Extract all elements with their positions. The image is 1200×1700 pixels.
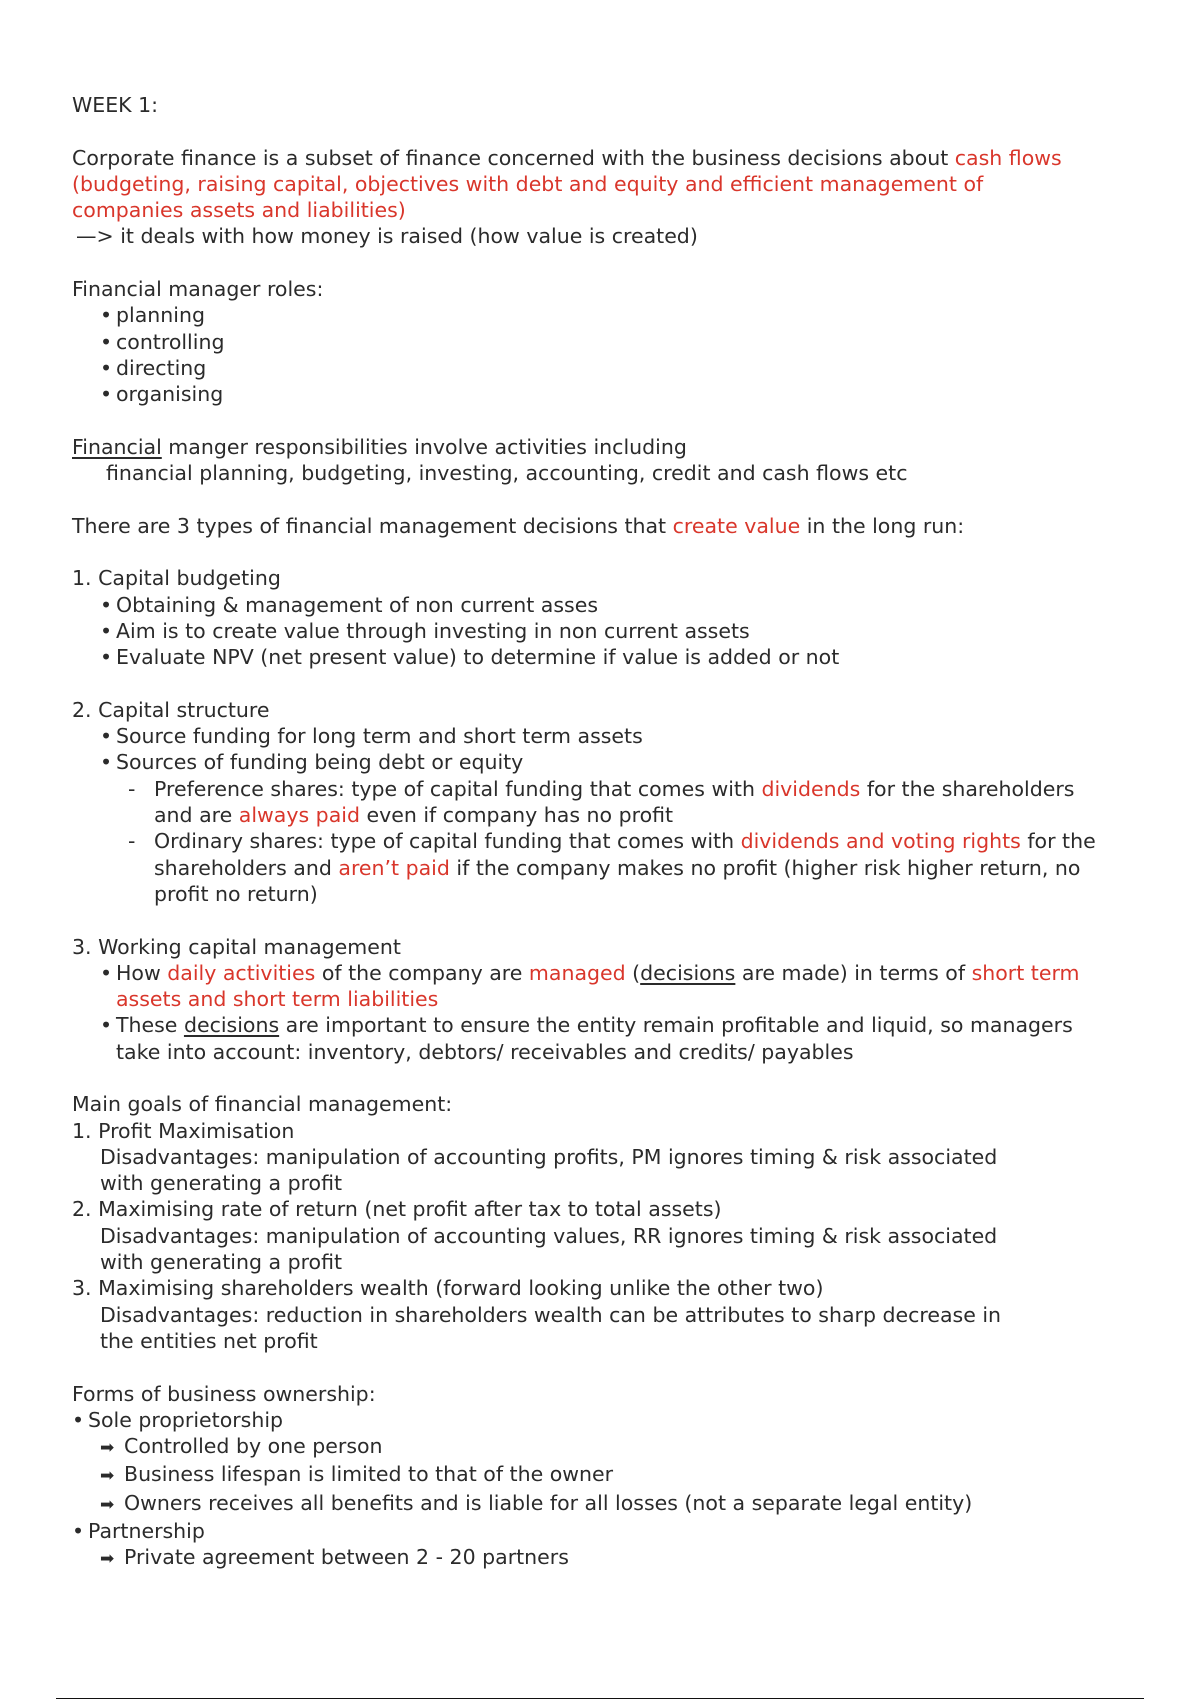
list-item: • directing <box>100 355 207 380</box>
wc1-highlight-managed: managed <box>528 960 626 985</box>
page-bottom-rule <box>56 1698 1144 1699</box>
list-item: • Obtaining & management of non current asses <box>100 592 599 617</box>
wc1-underlined: decisions <box>640 960 736 985</box>
ownership-title: Forms of business ownership: <box>72 1381 376 1406</box>
goal-title: 1. Profit Maximisation <box>72 1118 295 1143</box>
list-item-text: Evaluate NPV (net present value) to determine if value is added or not <box>116 645 840 670</box>
goal-detail: Disadvantages: reduction in shareholders wealth can be attributes to sharp decrease in the entities net profit <box>100 1302 1002 1353</box>
wc1-c: of the company are <box>315 960 529 985</box>
responsibilities-text: manger responsibilities involve activities including <box>161 434 687 459</box>
responsibilities-line <box>72 434 1132 460</box>
list-item-text: planning <box>116 303 205 328</box>
pref-text-e: even if company has no profit <box>359 803 674 828</box>
sole-label-text: Sole proprietorship <box>88 1407 284 1432</box>
goal-title: 3. Maximising shareholders wealth (forward looking unlike the other two) <box>72 1276 824 1301</box>
list-item: • Aim is to create value through investing in non current assets <box>100 618 750 643</box>
pref-text-c: for the shareholders and are <box>154 776 1075 828</box>
list-item: • planning <box>100 303 205 328</box>
wc1-e: ( <box>625 960 641 985</box>
goal-detail: Disadvantages: manipulation of accounting profits, PM ignores timing & risk associated with generating a profit <box>100 1144 998 1196</box>
section-title-capital-budgeting: 1. Capital budgeting <box>72 566 281 591</box>
list-item <box>72 1461 1132 1489</box>
section-title-working-capital: 3. Working capital management <box>72 934 401 959</box>
ord-text-e: if the company makes no profit (higher risk higher return, no profit no return) <box>154 855 1081 906</box>
list-item: • controlling <box>100 329 225 354</box>
working-capital-item-2: • These decisions are important to ensure the entity remain profitable and liquid, so managers take into account: inventory, debtors/ receivables and credits/ payables <box>100 1013 1073 1064</box>
ord-highlight-dividends-voting: dividends and voting rights <box>740 829 1021 854</box>
list-item <box>72 1433 1132 1461</box>
section-title-capital-structure: 2. Capital structure <box>72 697 270 722</box>
ordinary-shares-item: - Ordinary shares: type of capital funding that comes with dividends and voting rights for the shareholders and aren’t paid if the company makes no profit (higher risk higher return, no profit no return) <box>128 829 1096 906</box>
list-item-text: Sources of funding being debt or equity <box>116 750 524 775</box>
intro-text: Corporate finance is a subset of finance concerned with the business decisions about <box>72 145 955 170</box>
list-item-text: Business lifespan is limited to that of the owner <box>124 1462 614 1487</box>
pref-highlight-dividends: dividends <box>761 776 861 801</box>
list-item <box>72 1544 1132 1572</box>
list-item: • organising <box>100 382 224 407</box>
goal-title: 2. Maximising rate of return (net profit after tax to total assets) <box>72 1197 722 1222</box>
arrow-right-icon: ➡ <box>100 1438 115 1459</box>
ownership-sole-label: • Sole proprietorship <box>72 1407 284 1432</box>
pref-text-a: Preference shares: type of capital funding that comes with <box>154 776 762 801</box>
list-item-text: Controlled by one person <box>124 1434 383 1459</box>
ord-text-a: Ordinary shares: type of capital funding that comes with <box>154 829 741 854</box>
list-item-text: organising <box>116 382 224 407</box>
goal-detail: Disadvantages: manipulation of accounting values, RR ignores timing & risk associated with generating a profit <box>100 1223 998 1275</box>
intro-highlight: cash flows (budgeting, raising capital, objectives with debt and equity and efficient management of companies assets and liabilities) <box>72 145 1062 223</box>
list-item-text: Owners receives all benefits and is liable for all losses (not a separate legal entity) <box>124 1490 973 1515</box>
ownership-partnership-label: • Partnership <box>72 1519 205 1544</box>
decisions-intro-highlight: create value <box>672 513 801 538</box>
notes-page <box>72 92 1132 1573</box>
page-heading: WEEK 1: <box>72 93 159 117</box>
list-item <box>72 1490 1132 1518</box>
arrow-right-icon: ➡ <box>100 1466 115 1487</box>
wc1-g: are made) in terms of <box>735 960 972 985</box>
list-item-text: Aim is to create value through investing in non current assets <box>116 618 750 643</box>
list-item: • Source funding for long term and short term assets <box>100 724 643 749</box>
ord-highlight-not-paid: aren’t paid <box>338 855 450 880</box>
decisions-intro <box>72 513 1132 539</box>
goals-title: Main goals of financial management: <box>72 1092 453 1117</box>
intro-paragraph <box>72 145 1072 224</box>
responsibilities-detail: financial planning, budgeting, investing, accounting, credit and cash flows etc <box>106 461 908 486</box>
working-capital-item-1: • How daily activities of the company are managed (decisions are made) in terms of short term assets and short term liabilities <box>100 960 1080 1012</box>
intro-arrow-line: —> it deals with how money is raised (how value is created) <box>76 224 698 249</box>
wc2-a: These <box>116 1013 184 1038</box>
decisions-intro-text: There are 3 types of financial management decisions that <box>72 513 673 538</box>
list-item-text: Source funding for long term and short term assets <box>116 724 643 749</box>
list-item-text: Private agreement between 2 - 20 partners <box>124 1545 569 1570</box>
wc1-a: How <box>116 960 168 985</box>
wc2-c: are important to ensure the entity remain profitable and liquid, so managers take into account: inventory, debtors/ receivables and credits/ payables <box>116 1013 1073 1064</box>
partnership-label-text: Partnership <box>88 1519 205 1544</box>
list-item-text: Obtaining & management of non current asses <box>116 592 599 617</box>
list-item: • Evaluate NPV (net present value) to determine if value is added or not <box>100 645 840 670</box>
list-item-text: controlling <box>116 329 225 354</box>
pref-highlight-always-paid: always paid <box>238 803 360 828</box>
list-item-text: directing <box>116 355 207 380</box>
wc1-highlight-daily: daily activities <box>167 960 316 985</box>
preference-shares-item: - Preference shares: type of capital funding that comes with dividends for the shareholders and are always paid even if company has no profit <box>128 776 1075 828</box>
underlined-word: Financial <box>72 434 162 459</box>
arrow-right-icon: ➡ <box>100 1494 115 1515</box>
list-item: • Sources of funding being debt or equity <box>100 750 524 775</box>
roles-title: Financial manager roles: <box>72 277 324 302</box>
ord-text-c: for the shareholders and <box>154 829 1096 880</box>
wc2-underlined: decisions <box>183 1013 280 1038</box>
arrow-right-icon: ➡ <box>100 1549 115 1570</box>
decisions-intro-tail: in the long run: <box>800 513 965 538</box>
wc1-highlight-short-term: short term assets and short term liabilities <box>116 960 1080 1012</box>
